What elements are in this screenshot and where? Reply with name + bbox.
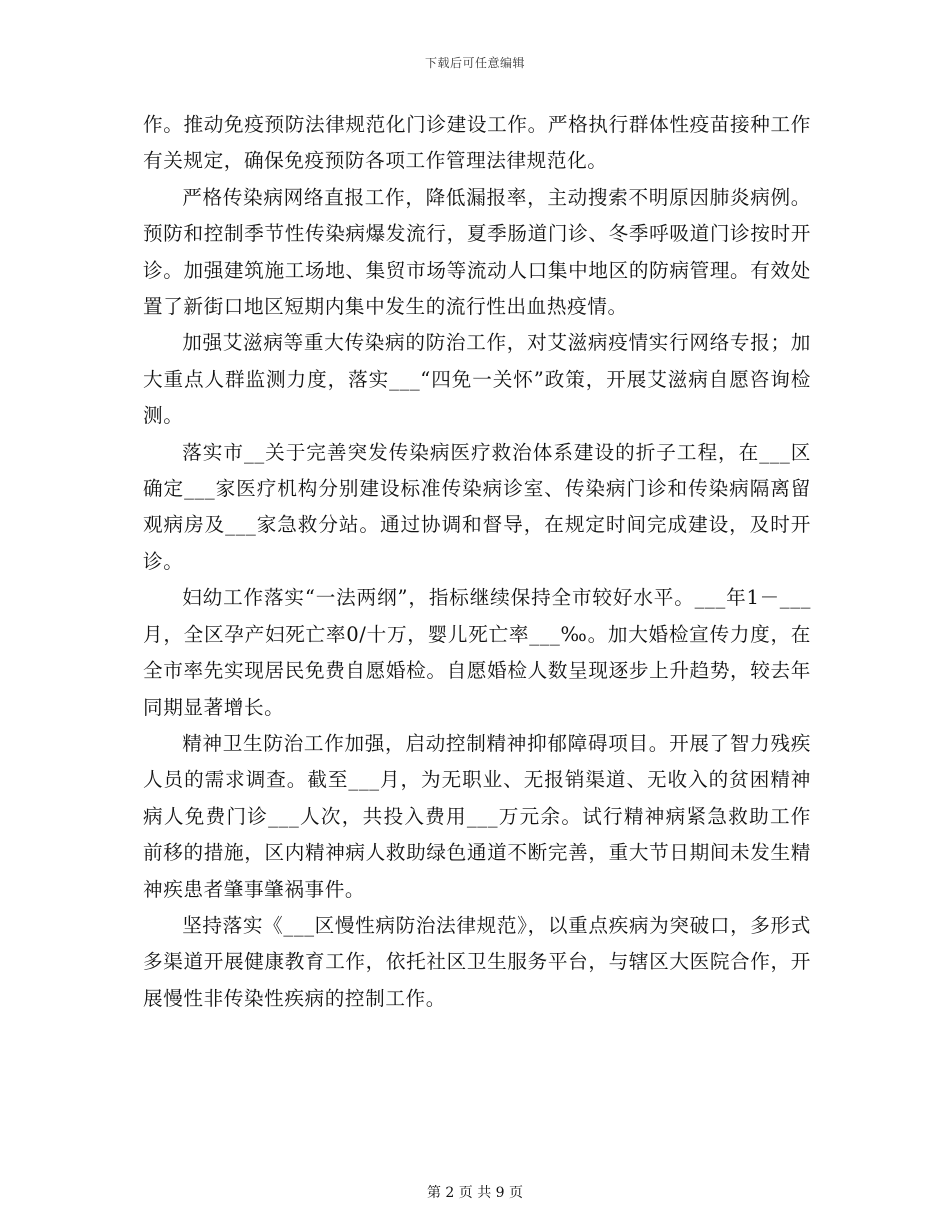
paragraph-7: 坚持落实《___区慢性病防治法律规范》，以重点疾病为突破口，多形式多渠道开展健康教育工作，依托社区卫生服务平台，与辖区大医院合作，开展慢性非传染性疾病的控制工作。 bbox=[143, 913, 811, 1010]
paragraph-2: 严格传染病网络直报工作，降低漏报率，主动搜索不明原因肺炎病例。预防和控制季节性传染病爆发流行，夏季肠道门诊、冬季呼吸道门诊按时开诊。加强建筑施工场地、集贸市场等流动人口集中地区的防病管理。有效处置了新街口地区短期内集中发生的流行性出血热疫情。 bbox=[143, 185, 811, 319]
paragraph-4: 落实市__关于完善突发传染病医疗救治体系建设的折子工程，在___区确定___家医疗机构分别建设标准传染病诊室、传染病门诊和传染病隔离留观病房及___家急救分站。通过协调和督导，在规定时间完成建设，及时开诊。 bbox=[143, 440, 811, 573]
paragraph-1: 作。推动免疫预防法律规范化门诊建设工作。严格执行群体性疫苗接种工作有关规定，确保免疫预防各项工作管理法律规范化。 bbox=[143, 113, 811, 173]
page-number: 第 2 页 共 9 页 bbox=[426, 1185, 524, 1201]
paragraph-6: 精神卫生防治工作加强，启动控制精神抑郁障碍项目。开展了智力残疾人员的需求调查。截至___月，为无职业、无报销渠道、无收入的贫困精神病人免费门诊___人次，共投入费用___万元余。试行精神病紧急救助工作前移的措施，区内精神病人救助绿色通道不断完善，重大节日期间未发生精神疾患者肇事肇祸事件。 bbox=[143, 731, 811, 901]
document-body bbox=[143, 107, 811, 1017]
paragraph-5: 妇幼工作落实“一法两纲”，指标继续保持全市较好水平。___年1－___月，全区孕产妇死亡率0/十万，婴儿死亡率___‰。加大婚检宣传力度，在全市率先实现居民免费自愿婚检。自愿婚检人数呈现逐步上升趋势，较去年同期显著增长。 bbox=[143, 586, 811, 719]
page-header-note: 下载后可任意编辑 bbox=[424, 56, 525, 70]
paragraph-3: 加强艾滋病等重大传染病的防治工作，对艾滋病疫情实行网络专报；加大重点人群监测力度，落实___“四免一关怀”政策，开展艾滋病自愿咨询检测。 bbox=[143, 331, 811, 428]
